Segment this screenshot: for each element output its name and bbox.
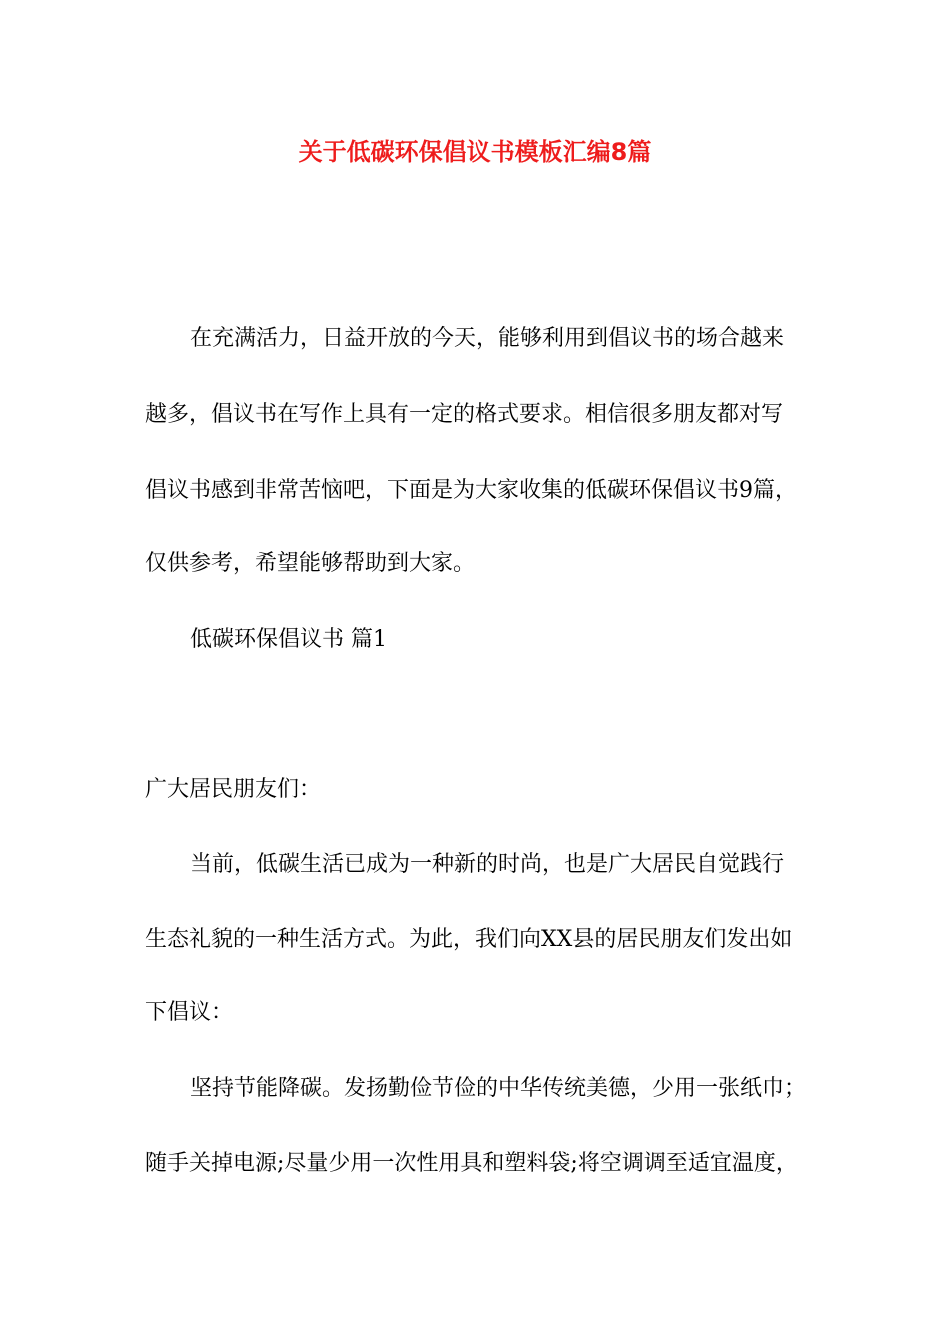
body-line-1: 当前，低碳生活已成为一种新的时尚，也是广大居民自觉践行 <box>190 852 785 877</box>
body-line-2: 生态礼貌的一种生活方式。为此，我们向XX县的居民朋友们发出如 <box>145 927 793 952</box>
body-line-4: 坚持节能降碳。发扬勤俭节俭的中华传统美德，少用一张纸巾； <box>190 1076 807 1101</box>
intro-line-2: 越多，倡议书在写作上具有一定的格式要求。相信很多朋友都对写 <box>145 402 784 427</box>
body-line-5: 随手关掉电源;尽量少用一次性用具和塑料袋;将空调调至适宜温度， <box>145 1151 798 1176</box>
body-line-3: 下倡议： <box>145 1000 234 1025</box>
intro-line-1: 在充满活力，日益开放的今天，能够利用到倡议书的场合越来 <box>190 326 785 351</box>
intro-line-3: 倡议书感到非常苦恼吧，下面是为大家收集的低碳环保倡议书9篇， <box>145 478 797 503</box>
salutation: 广大居民朋友们： <box>145 777 322 802</box>
intro-line-4: 仅供参考，希望能够帮助到大家。 <box>145 551 476 576</box>
document-title: 关于低碳环保倡议书模板汇编8篇 <box>298 138 652 166</box>
section-heading: 低碳环保倡议书 篇1 <box>190 627 387 652</box>
